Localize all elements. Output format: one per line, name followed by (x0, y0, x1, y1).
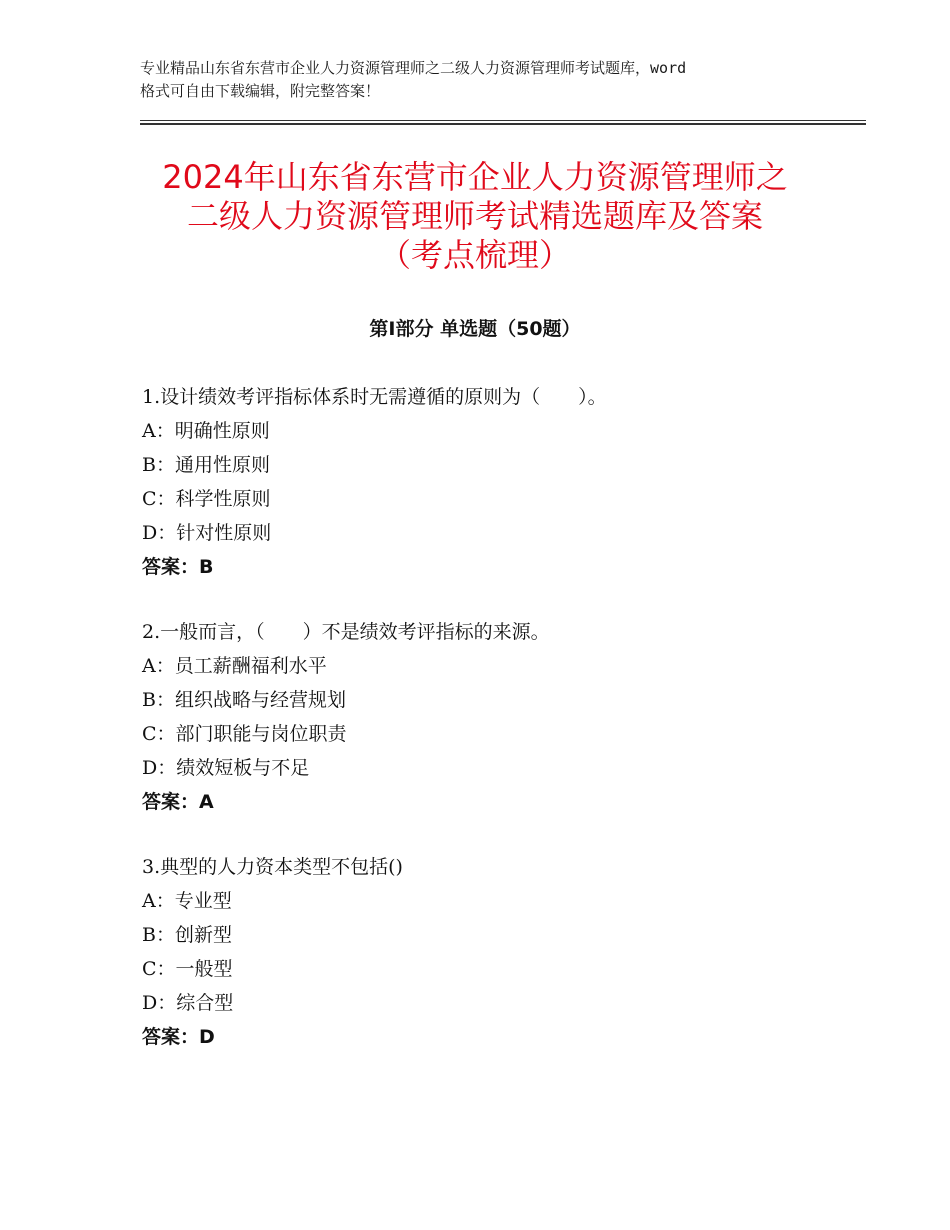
question-stem: 1.设计绩效考评指标体系时无需遵循的原则为（ ）。 (142, 386, 607, 408)
option-c: C：科学性原则 (142, 488, 271, 510)
option-c: C：部门职能与岗位职责 (142, 723, 347, 745)
option-d: D：针对性原则 (142, 522, 272, 544)
option-b: B：组织战略与经营规划 (142, 689, 346, 711)
header-note (140, 57, 840, 103)
option-b: B：创新型 (142, 924, 232, 946)
answer: 答案：D (142, 1026, 215, 1048)
option-a: A：员工薪酬福利水平 (142, 655, 327, 677)
title-line-2: 二级人力资源管理师考试精选题库及答案 (186, 197, 763, 235)
title-line-3: （考点梳理） (378, 236, 571, 274)
question-stem: 2.一般而言，（ ）不是绩效考评指标的来源。 (142, 621, 550, 643)
document-title (100, 158, 850, 275)
header-divider-thick (140, 123, 866, 125)
option-a: A：专业型 (142, 890, 232, 912)
question-list (142, 380, 842, 1085)
option-a: A：明确性原则 (142, 420, 270, 442)
answer: 答案：A (142, 791, 214, 813)
option-d: D：综合型 (142, 992, 234, 1014)
option-d: D：绩效短板与不足 (142, 757, 310, 779)
header-note-line-2: 格式可自由下载编辑，附完整答案！ (140, 82, 381, 100)
header-note-line-1: 专业精品山东省东营市企业人力资源管理师之二级人力资源管理师考试题库，word (140, 59, 687, 77)
header-divider-thin (140, 120, 866, 121)
section-heading: 第Ⅰ部分 单选题（50题） (369, 318, 581, 340)
question-2 (142, 615, 842, 819)
question-3 (142, 850, 842, 1054)
option-c: C：一般型 (142, 958, 233, 980)
question-1 (142, 380, 842, 584)
title-line-1: 2024年山东省东营市企业人力资源管理师之 (162, 158, 788, 196)
option-b: B：通用性原则 (142, 454, 270, 476)
answer: 答案：B (142, 556, 214, 578)
question-stem: 3.典型的人力资本类型不包括() (142, 856, 403, 878)
